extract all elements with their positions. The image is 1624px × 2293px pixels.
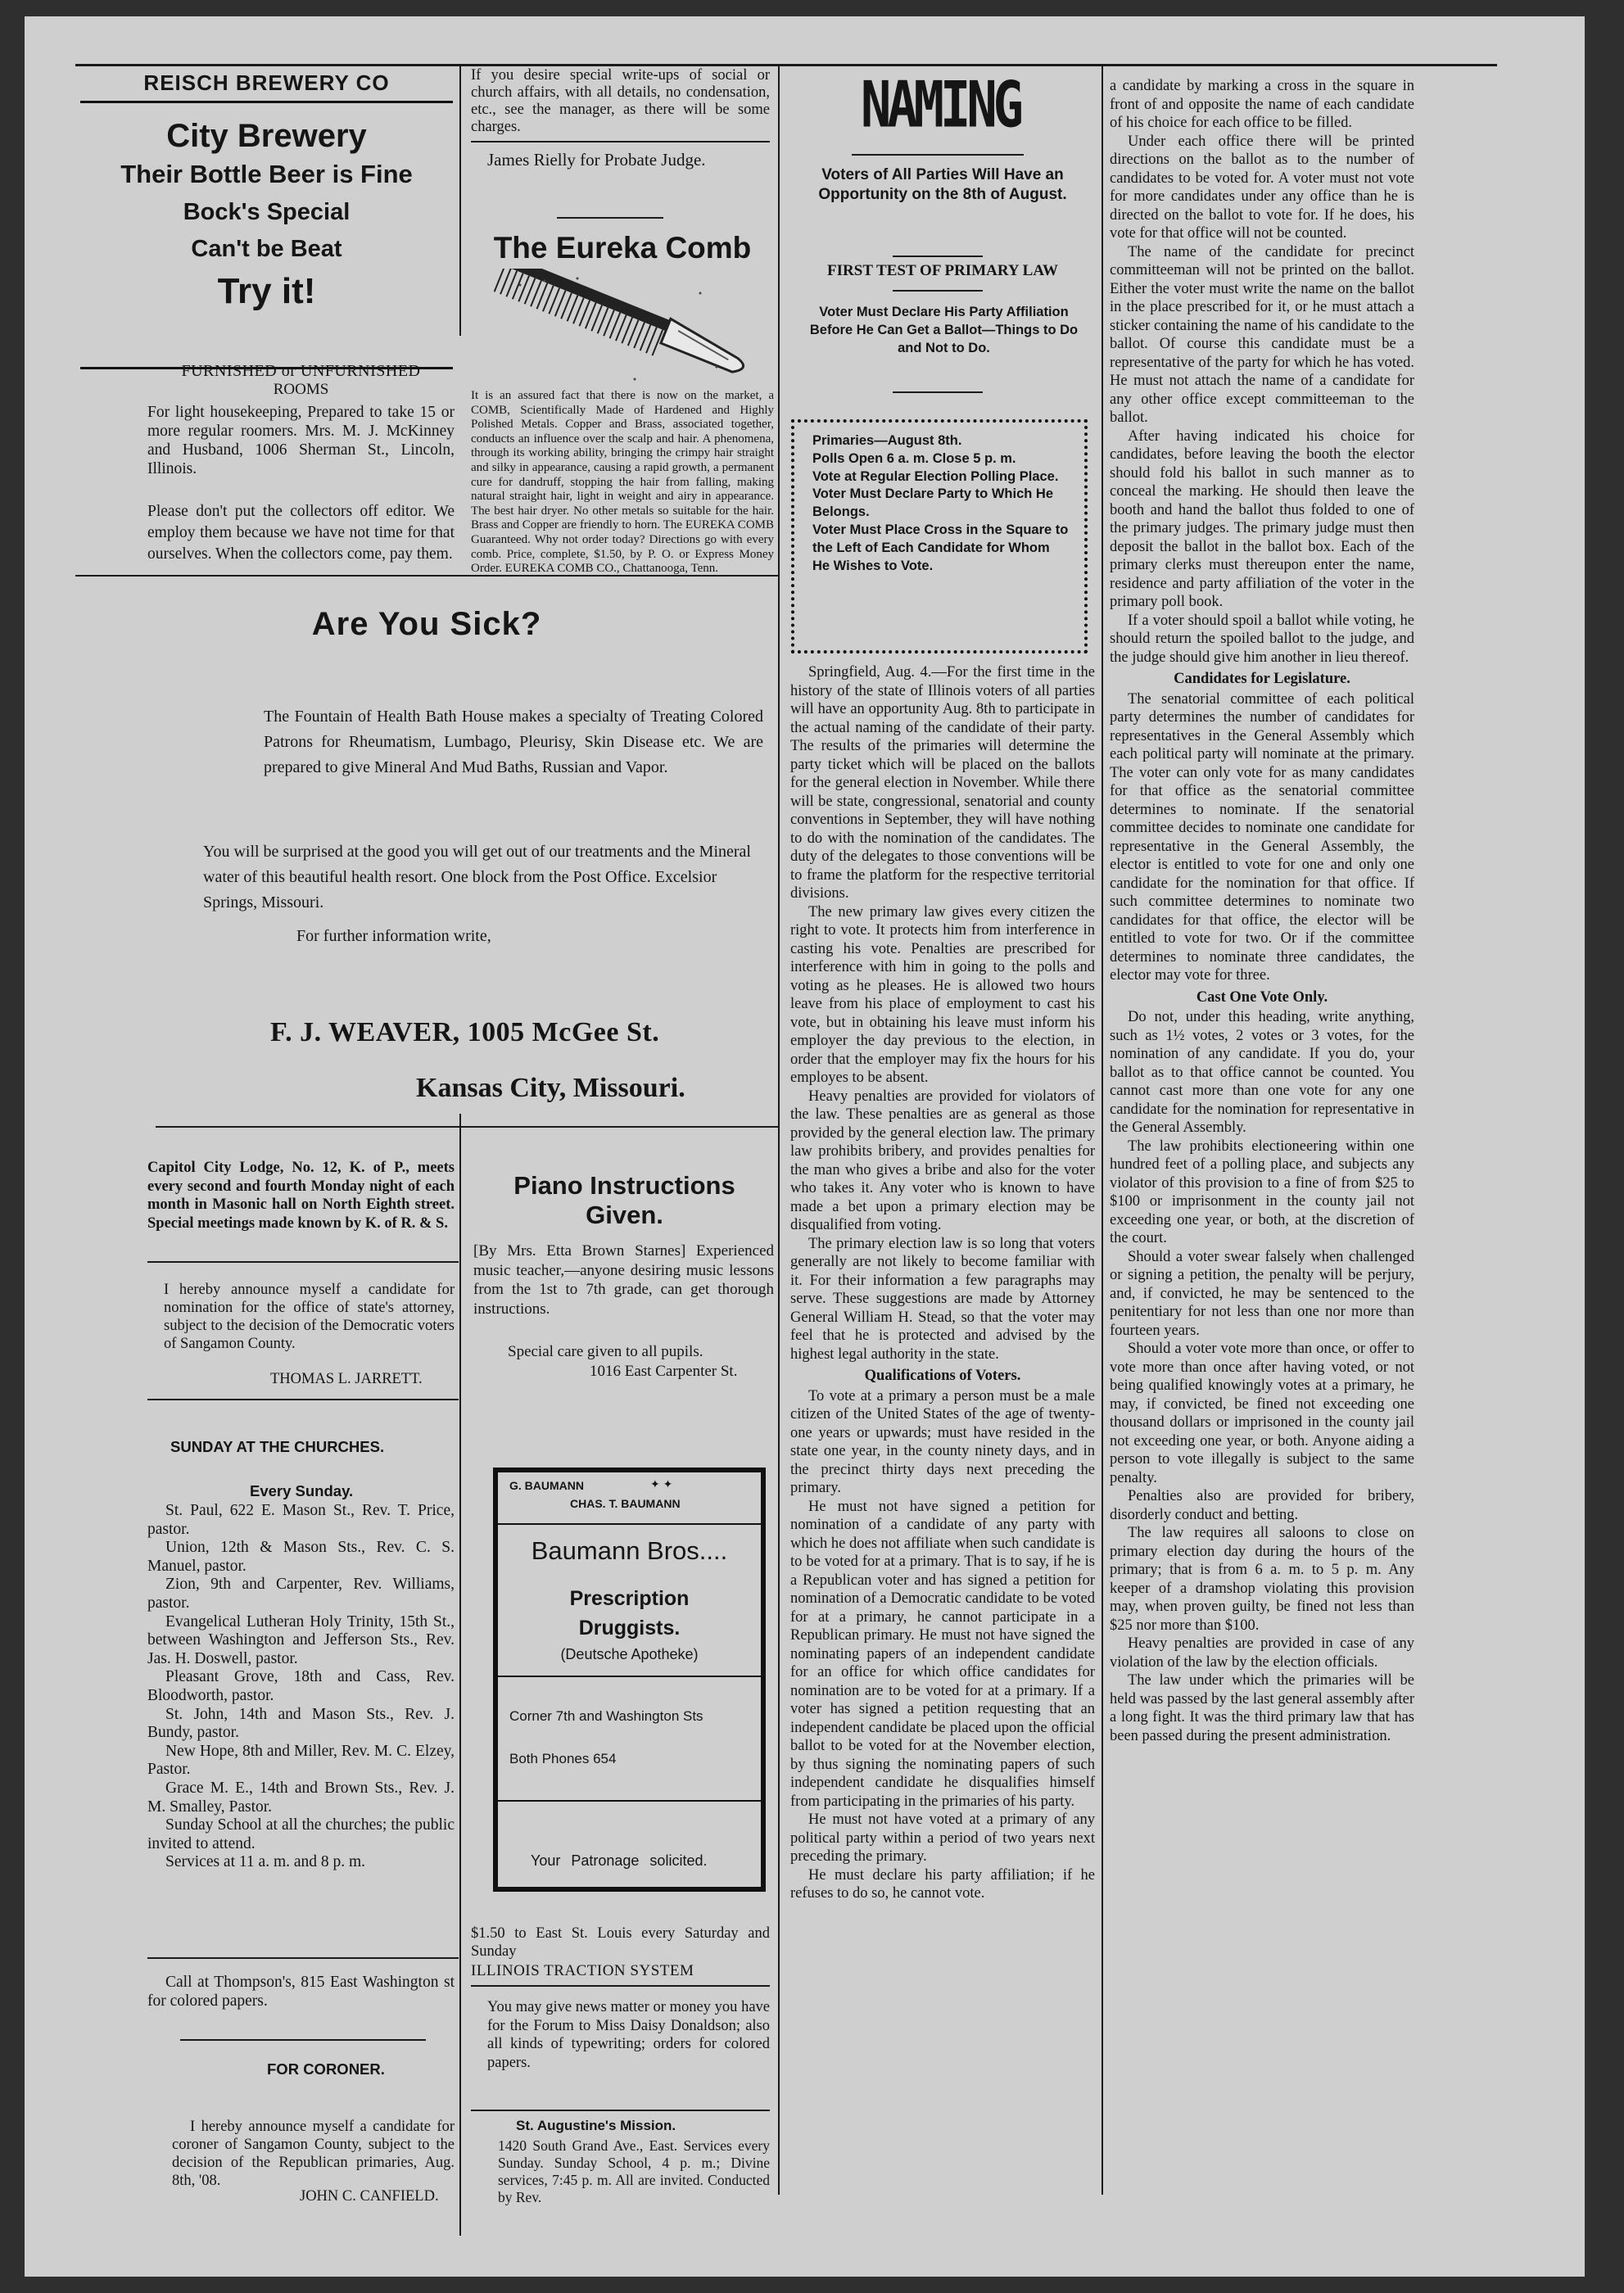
col4-para: The name of the candidate for precinct committeeman will not be printed on the ballot. Either the voter must write the name on the ballot in the place prescribed for it, or he must attach a sticker containing the name of his candidate to the ballot. Of course this candidate must be a representative of the party for which he has voted. He must not attach the name of a candidate for any other office except committeeman to the ballot. [1110, 243, 1414, 426]
churches-every: Every Sunday. [250, 1482, 354, 1499]
baumann-top2: CHAS. T. BAUMANN [570, 1497, 681, 1510]
church-item: Union, 12th & Mason Sts., Rev. C. S. Manuel, pastor. [147, 1539, 455, 1575]
baumann-l2: Druggists. [578, 1617, 681, 1639]
naming-deck1: Voters of All Parties Will Have an Opportunity on the 8th of August. [818, 166, 1067, 203]
naming-title: NAMING [861, 67, 1020, 133]
star-ornament-icon: ✦ ✦ [650, 1477, 673, 1490]
col4-para: The senatorial committee of each political party determines the number of candidates for representatives in the General Assembly which each political party will nominate at the primary. The voter can only vote for as many candidates for that office as the senatorial committee determines to nominate. If the senatorial committee decides to nominate one candidate for representative in the General Assembly, the elector is entitled to vote for one and only one candidate for the nomination for that office. If such committee determines to nominate two candidates for that office, the elector will be entitled to vote for two. Or if the committee determines to nominate three candidates, the elector may vote for three. [1110, 690, 1414, 984]
sick-title: Are You Sick? [311, 606, 542, 642]
piano-body: [By Mrs. Etta Brown Starnes] Experienced music teacher,—anyone desiring music lessons from the 1st to 7th grade, can get thorough instructions. [473, 1242, 774, 1318]
newspaper-page [25, 16, 1585, 2277]
col-rule-1b [459, 1114, 461, 2236]
coroner-title: FOR CORONER. [267, 2060, 385, 2078]
brewery-line1: City Brewery [166, 118, 367, 154]
church-item: Grace M. E., 14th and Brown Sts., Rev. J. M. Smalley, Pastor. [147, 1779, 455, 1816]
lodge-notice: Capitol City Lodge, No. 12, K. of P., meets every second and fourth Monday night of each month in Masonic hall on North Eighth street. Special meetings made known by K. of R. & S. [147, 1160, 455, 1232]
church-item: Services at 11 a. m. and 8 p. m. [165, 1853, 366, 1871]
qualifications-heading: Qualifications of Voters. [864, 1368, 1021, 1384]
baumann-patronage: Your Patronage solicited. [531, 1852, 708, 1869]
col4-para: Should a voter vote more than once, or offer to vote more than once after having voted, or not being qualified knowingly votes at a primary, he may, if convicted, be fined not exceeding one thousand dollars or imprisoned in the county jail not exceeding one year, or both. Anyone aiding a person to vote illegally is subject to the same penalty. [1110, 1341, 1414, 1486]
piano-title-2: Given. [586, 1201, 663, 1229]
naming-para: He must declare his party affiliation; if he refuses to do so, he cannot vote. [790, 1866, 1095, 1902]
col4-para: Penalties also are provided for bribery, disorderly conduct and betting. [1110, 1488, 1414, 1523]
church-item: St. Paul, 622 E. Mason St., Rev. T. Price, pastor. [147, 1502, 455, 1538]
church-item: Sunday School at all the churches; the public invited to attend. [147, 1816, 455, 1852]
piano-address: 1016 East Carpenter St. [590, 1363, 738, 1380]
church-item: New Hope, 8th and Miller, Rev. M. C. Elzey, Pastor. [147, 1742, 455, 1779]
sick-p1: The Fountain of Health Bath House makes a specialty of Treating Colored Patrons for Rheumatism, Lumbago, Pleurisy, Skin Disease etc. We are prepared to give Mineral And Mud Baths, Russian and Vapor. [264, 708, 763, 776]
sick-city: Kansas City, Missouri. [416, 1073, 685, 1103]
furnished-title: FURNISHED or UNFURNISHED [181, 362, 421, 380]
piano-title-1: Piano Instructions [513, 1171, 735, 1200]
brewery-line4: Can't be Beat [191, 236, 342, 262]
mission-title: St. Augustine's Mission. [516, 2118, 676, 2133]
eureka-body: It is an assured fact that there is now on the market, a COMB, Scientifically Made of Hardened and Highly Polished Metals. Copper and Brass, associated together, conducts an influence over the scalp and hair. A phenomena, through its working ability, bringing the crimpy hair straight and silky in appearance, causing a rapid growth, a permanent cure for dandruff, stopping the hair from falling, making natural straight hair, light in weight and airy in appearance. The best hair dryer. No other metals so suitable for the hair. Brass and Copper are friendly to horn. The EUREKA COMB Guaranteed. Why not order today? Directions go with every comb. Price, complete, $1.50, by P. O. or Express Money Order. EUREKA COMB CO., Chattanooga, Tenn. [471, 389, 774, 576]
naming-title-wrap [785, 67, 1096, 133]
naming-para: The new primary law gives every citizen the right to vote. It protects him from interference in casting his vote. Penalties are prescribed for interference with him in going to the polls and voting as he pleases. He is allowed two hours leave from his place of employment to cast his vote, but in obtaining his leave must inform his employer the day previous to the election, in order that the employer may fix the hours for his employes to be absent. [790, 903, 1095, 1086]
primary-box-item: Voter Must Declare Party to Which He Belongs. [812, 486, 1054, 520]
naming-para: The primary election law is so long that voters generally are not likely to become familiar with it. For their information a few paragraphs may serve. These suggestions are made by Attorney General William H. Stead, so that the voter may feel that he is protected and advised by the highest legal authority in the state. [790, 1235, 1095, 1363]
naming-para: He must not have signed a petition for nomination of a candidate of any party with which he does not affiliate when such candidate is to be voted for at a primary. That is to say, if he is a Republican voter and has signed a petition for nomination of a Democratic candidate to be voted for at a primary, he cannot participate in a Republican primary. He must not have signed the nominating papers of an independent candidate for an office for which office candidates for nomination are to be voted for at a primary. If a voter has signed a petition requesting that an independent candidate be placed upon the official ballot to be voted for at the November election, by thus signing the nominating papers of such independent candidate he disqualifies himself from participating in the primaries of his party. [790, 1498, 1095, 1810]
primary-box-item: Vote at Regular Election Polling Place. [812, 468, 1059, 484]
baumann-phones: Both Phones 654 [509, 1751, 617, 1766]
brewery-line3: Bock's Special [183, 199, 351, 225]
top-rule [75, 64, 1497, 66]
naming-para: Springfield, Aug. 4.—For the first time in the history of the state of Illinois voters of all parties will have an opportunity Aug. 8th to participate in the actual naming of the candidate of their party. The results of the primaries will determine the party ticket which will be placed on the ballots for the general election in November. While there will be state, congressional, senatorial and county conventions in September, they will have nothing to do with the nomination of the candidates. The duty of the delegates to those conventions will be to frame the platform for the respective territorial divisions. [790, 664, 1095, 902]
col4-para: After having indicated his choice for candidates, before leaving the booth the elector should fold his ballot in such manner as to conceal the marking. He should then leave the booth and hand the ballot thus folded to one of the primary judges. The primary judge must then deposit the ballot in the ballot box. Each of the primary clerks must thereupon enter the name, residence and party affiliation of the voter in the primary poll book. [1110, 427, 1414, 610]
col4-para: Do not, under this heading, write anything, such as 1½ votes, 2 votes or 3 votes, for the nomination of any candidate. If you do, your ballot as to that office cannot be counted. You cannot cast more than one vote for any one candidate for the nomination for representative in the General Assembly. [1110, 1009, 1414, 1136]
church-item: St. John, 14th and Mason Sts., Rev. J. Bundy, pastor. [147, 1705, 455, 1742]
primary-box-item: Primaries—August 8th. [812, 433, 962, 448]
sick-name: F. J. WEAVER, 1005 McGee St. [270, 1017, 660, 1047]
naming-deck2: FIRST TEST OF PRIMARY LAW [827, 262, 1058, 279]
sick-p2: You will be surprised at the good you will get out of our treatments and the Mineral water of this beautiful health resort. One block from the Post Office. Excelsior Springs, Missouri. [203, 843, 751, 911]
naming-para: He must not have voted at a primary of any political party within a period of two years next preceding the primary. [790, 1811, 1095, 1865]
col4-para: a candidate by marking a cross in the square in front of and opposite the name of each candidate of his choice for each office to be filled. [1110, 78, 1414, 131]
church-item: Zion, 9th and Carpenter, Rev. Williams, pastor. [147, 1576, 455, 1612]
mission-body: 1420 South Grand Ave., East. Services every Sunday. Sunday School, 4 p. m.; Divine services, 7:45 p. m. All are invited. Conducted by Rev. [498, 2137, 770, 2205]
brewery-company: REISCH BREWERY CO [143, 70, 390, 95]
sick-p3: For further information write, [296, 927, 491, 945]
baumann-top1: G. BAUMANN [509, 1479, 584, 1492]
legislature-heading: Candidates for Legislature. [1174, 671, 1350, 687]
jarrett-body: I hereby announce myself a candidate for nomination for the office of state's attorney, subject to the decision of the Democratic voters of Sangamon County. [164, 1282, 455, 1352]
forum-note: You may give news matter or money you have for the Forum to Miss Daisy Donaldson; also all kinds of typewriting; orders for colored papers. [487, 1999, 770, 2071]
primary-summary-box [791, 419, 1088, 654]
cast-heading: Cast One Vote Only. [1196, 988, 1328, 1006]
naming-deck3: Voter Must Declare His Party Affiliation Before He Can Get a Ballot—Things to Do and Not to Do. [809, 305, 1079, 355]
col4-para: If a voter should spoil a ballot while voting, he should return the spoiled ballot to the judge, and the judge should give him another in lieu thereof. [1110, 612, 1414, 666]
baumann-l3: (Deutsche Apotheke) [560, 1646, 699, 1662]
col4-para: Under each office there will be printed directions on the ballot as to the number of candidates to be voted for. A voter must not vote for more candidates under any office than he is directed on the ballot to vote for. If he does, his vote for that office will not be counted. [1110, 133, 1414, 242]
baumann-l1: Prescription [569, 1587, 690, 1610]
jarrett-signature: THOMAS L. JARRETT. [270, 1371, 423, 1387]
writeups-note: If you desire special write-ups of social or church affairs, with all details, no condensation, etc., see the manager, as there will be some charges. [471, 67, 770, 135]
rielly-announcement: James Rielly for Probate Judge. [487, 150, 706, 170]
naming-para: To vote at a primary a person must be a male citizen of the United States of the age of twenty-one years or upwards; must have resided in the state one year, in the county ninety days, and in the precinct thirty days next preceding the primary. [790, 1387, 1095, 1496]
naming-body [790, 663, 1095, 1903]
brewery-line2: Their Bottle Beer is Fine [120, 160, 413, 188]
thompson-note: Call at Thompson's, 815 East Washington st for colored papers. [147, 1974, 455, 2010]
comb-illustration-icon [471, 269, 766, 387]
furnished-body: For light housekeeping, Prepared to take 15 or more regular roomers. Mrs. M. J. McKinney and Husband, 1006 Sherman St., Lincoln, Illinois. [147, 404, 455, 477]
churches-title: SUNDAY AT THE CHURCHES. [170, 1438, 385, 1455]
furnished-ad [147, 362, 455, 399]
piano-p2: Special care given to all pupils. [508, 1343, 703, 1360]
coroner-body: I hereby announce myself a candidate for coroner of Sangamon County, subject to the decision of the Republican primaries, Aug. 8th, '08. [172, 2119, 455, 2189]
col-rule-2 [778, 66, 780, 2195]
eureka-title: The Eureka Comb [493, 231, 752, 265]
baumann-name: Baumann Bros.... [531, 1536, 728, 1565]
col4-para: Should a voter swear falsely when challenged or signing a petition, the penalty will be perjury, and, if convicted, he may be sentenced to the penitentiary for not less than one nor more than fourteen years. [1110, 1248, 1414, 1339]
col4-para: The law requires all saloons to close on primary election day during the hours of the primary; that is from 6 a. m. to 5 p. m. Any keeper of a dramshop violating this provision may, when proven guilty, be fined not less than $25 nor more than $100. [1110, 1525, 1414, 1634]
baumann-address: Corner 7th and Washington Sts [509, 1708, 703, 1724]
brewery-ad [80, 70, 453, 369]
collectors-note: Please don't put the collectors off editor. We employ them because we have not time for that ourselves. When the collectors come, pay them. [147, 503, 455, 563]
traction-name: ILLINOIS TRACTION SYSTEM [471, 1962, 694, 1979]
church-item: Pleasant Grove, 18th and Cass, Rev. Bloodworth, pastor. [147, 1668, 455, 1704]
col4-body [1110, 77, 1414, 1745]
coroner-signature: JOHN C. CANFIELD. [300, 2188, 439, 2205]
brewery-line5: Try it! [217, 271, 316, 311]
col4-para: Heavy penalties are provided in case of any violation of the law by the election officials. [1110, 1635, 1414, 1671]
primary-box-item: Polls Open 6 a. m. Close 5 p. m. [812, 450, 1016, 466]
naming-para: Heavy penalties are provided for violators of the law. These penalties are as general as those provided by the general election law. The primary law prohibits bribery, and provides penalties for the man who gives a bribe and also for the voter who takes it. Any voter who is known to have made a bet upon a primary election may be disqualified from voting. [790, 1088, 1095, 1233]
primary-box-item: Voter Must Place Cross in the Square to the Left of Each Candidate for Whom He Wishes to Vote. [812, 522, 1069, 573]
col4-para: The law prohibits electioneering within one hundred feet of a polling place, and subjects any violator of this provision to a fine of from $25 to $100 or imprisonment in the county jail not exceeding one year, or both, at the discretion of the court. [1110, 1137, 1414, 1246]
baumann-ad [493, 1468, 766, 1892]
eureka-ad [471, 231, 774, 577]
church-list [147, 1502, 455, 1872]
col-rule-3 [1102, 66, 1103, 2195]
piano-title [475, 1171, 774, 1230]
col-rule-1a [459, 66, 461, 336]
church-item: Evangelical Lutheran Holy Trinity, 15th St., between Washington and Jefferson Sts., Rev. Jas. H. Doswell, pastor. [147, 1612, 455, 1667]
col4-para: The law under which the primaries will be held was passed by the last general assembly after a long fight. It was the third primary law that has been passed during the present administration. [1110, 1672, 1414, 1744]
traction-line: $1.50 to East St. Louis every Saturday and Sunday [471, 1925, 770, 1960]
furnished-subtitle: ROOMS [273, 381, 329, 398]
